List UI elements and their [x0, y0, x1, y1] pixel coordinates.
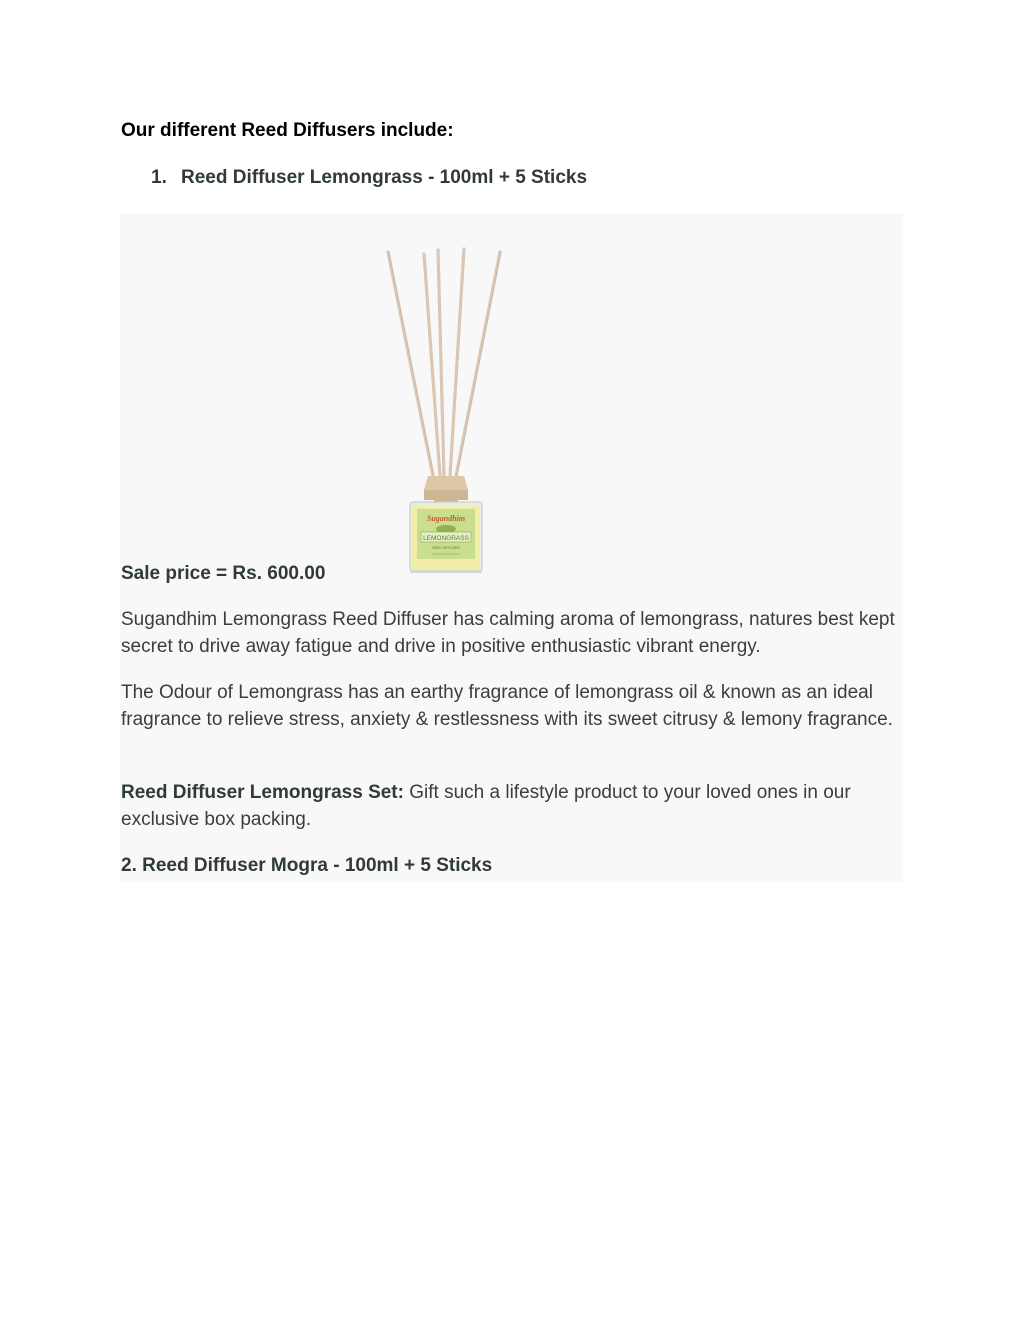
list-item-title: Reed Diffuser Lemongrass - 100ml + 5 Sticks	[181, 167, 588, 188]
list-item-lemongrass	[151, 167, 587, 189]
list-item-mogra: 2. Reed Diffuser Mogra - 100ml + 5 Sticks	[121, 855, 493, 876]
sale-price: Sale price = Rs. 600.00	[121, 563, 326, 584]
set-note-paragraph	[121, 780, 901, 833]
list-number: 1.	[151, 167, 167, 188]
reed-diffuser-image	[378, 244, 514, 574]
bottle-cap	[424, 476, 468, 490]
label-name-text: LEMONGRASS	[423, 535, 469, 542]
label-brand-text: Sugandhim	[426, 514, 466, 523]
description-paragraph-2: The Odour of Lemongrass has an earthy fragrance of lemongrass oil & known as an ideal fragrance to relieve stress, anxiety & restlessness with its sweet citrusy & lemony fragrance.	[121, 682, 893, 730]
set-note-text: Gift such a lifestyle product to your loved ones in our exclusive box packing.	[121, 782, 851, 830]
reed-sticks	[388, 249, 500, 476]
description-paragraph-1: Sugandhim Lemongrass Reed Diffuser has calming aroma of lemongrass, natures best kept secret to drive away fatigue and drive in positive enthusiastic vibrant energy.	[121, 609, 895, 657]
label-type-text: REED DIFFUSER	[432, 546, 460, 550]
section-heading: Our different Reed Diffusers include:	[121, 120, 454, 141]
set-note-label: Reed Diffuser Lemongrass Set:	[121, 782, 404, 803]
